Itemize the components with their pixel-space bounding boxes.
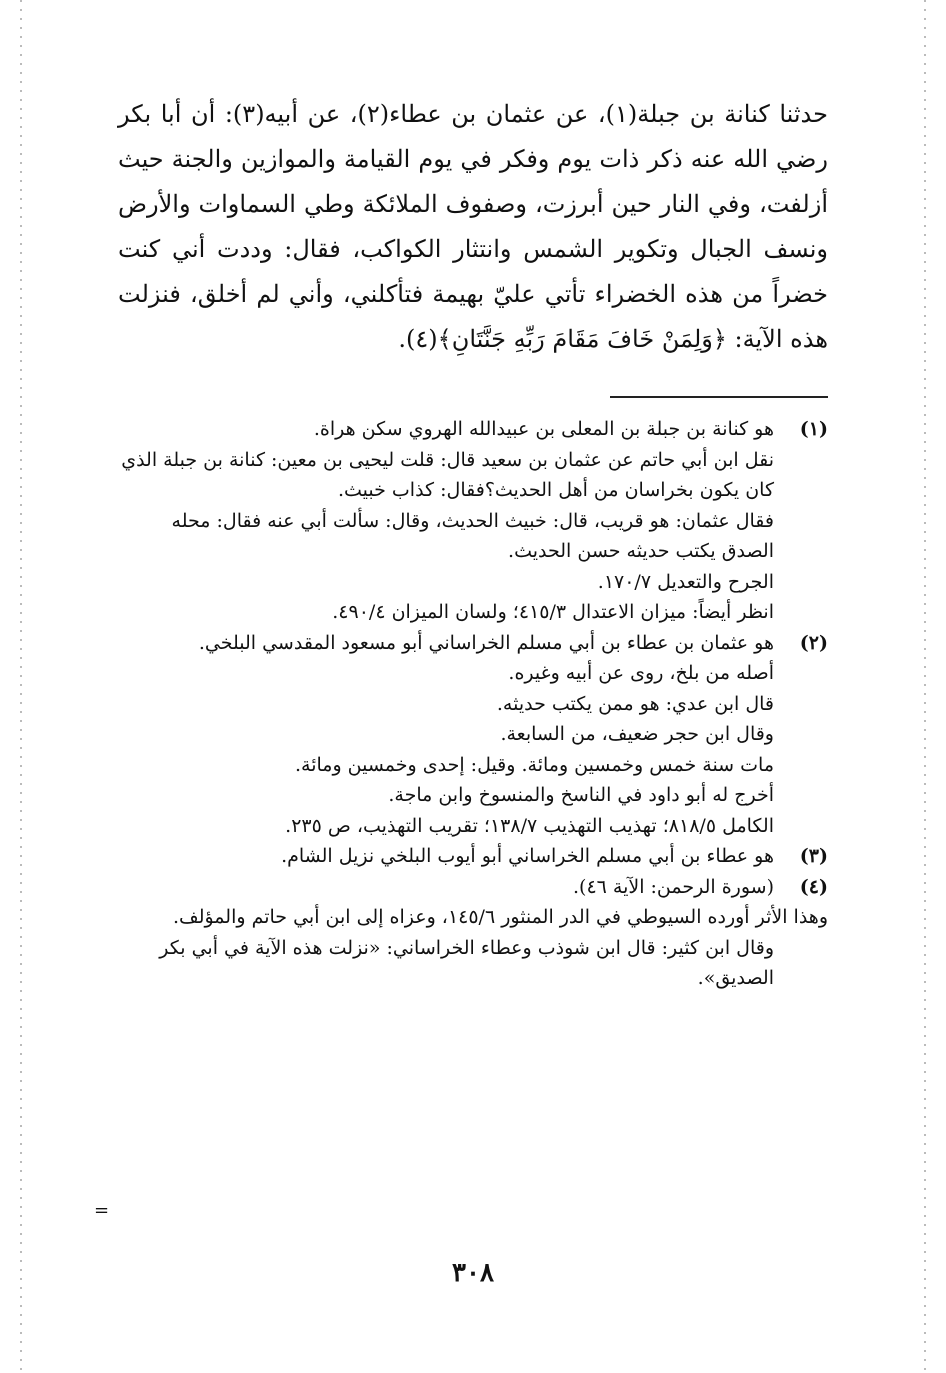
footnote-line: نقل ابن أبي حاتم عن عثمان بن سعيد قال: قلت ليحيى بن معين: كنانة بن جبلة الذي كان يكون بخراسان من أهل الحديث؟فقال: كذاب خبيث. [121, 448, 774, 501]
page-content [118, 92, 828, 994]
footnotes [118, 414, 828, 994]
right-scan-edge [924, 0, 926, 1373]
left-scan-edge [20, 0, 22, 1373]
footnote-number: (٤) [799, 875, 828, 898]
continuation-mark: = [94, 1200, 110, 1221]
footnote-2 [118, 628, 828, 842]
footnote-line: وقال ابن كثير: قال ابن شوذب وعطاء الخراساني: «نزلت هذه الآية في أبي بكر الصديق». [159, 936, 774, 989]
footnote-line: هو عطاء بن أبي مسلم الخراساني أبو أيوب البلخي نزيل الشام. [281, 845, 774, 867]
footnote-line: الكامل ٨١٨/٥؛ تهذيب التهذيب ١٣٨/٧؛ تقريب التهذيب، ص ٢٣٥. [285, 814, 774, 837]
footnote-line: وقال ابن حجر ضعيف، من السابعة. [500, 723, 774, 745]
footnote-1 [118, 414, 828, 628]
footnote-line: هو كنانة بن جبلة بن المعلى بن عبيدالله الهروي سكن هراة. [313, 418, 774, 440]
footnote-line: أصله من بلخ، روى عن أبيه وغيره. [508, 662, 774, 684]
main-paragraph: حدثنا كنانة بن جبلة(١)، عن عثمان بن عطاء(٢)، عن أبيه(٣): أن أبا بكر رضي الله عنه ذكر ذات يوم وفكر في يوم القيامة والموازين والجنة حيث أزلفت، وفي النار حين أبرزت، وصفوف الملائكة وطي السماوات والأرض ونسف الجبال وتكوير الشمس وانتثار الكواكب، فقال: وددت أني كنت خضراً من هذه الخضراء تأتي عليّ بهيمة فتأكلني، وأني لم أخلق، فنزلت هذه الآية: ﴿وَلِمَنْ خَافَ مَقَامَ رَبِّهِ جَنَّتَانِ﴾(٤). [118, 100, 828, 353]
footnote-line: انظر أيضاً: ميزان الاعتدال ٤١٥/٣؛ ولسان الميزان ٤٩٠/٤. [332, 601, 774, 623]
footnote-line: وهذا الأثر أورده السيوطي في الدر المنثور ١٤٥/٦، وعزاه إلى ابن أبي حاتم والمؤلف. [172, 906, 828, 928]
footnote-4 [118, 872, 828, 994]
footnote-line: هو عثمان بن عطاء بن أبي مسلم الخراساني أبو مسعود المقدسي البلخي. [198, 631, 774, 654]
footnote-divider [610, 396, 828, 398]
footnote-number: (٣) [799, 845, 828, 867]
footnote-line: مات سنة خمس وخمسين ومائة. وقيل: إحدى وخمسين ومائة. [294, 753, 774, 776]
footnote-line: قال ابن عدي: هو ممن يكتب حديثه. [496, 692, 774, 715]
footnote-line: (سورة الرحمن: الآية ٤٦). [572, 875, 774, 898]
page-number: ٣٠٨ [452, 1258, 494, 1288]
footnote-number: (١) [799, 418, 828, 440]
footnote-line: أخرج له أبو داود في الناسخ والمنسوخ وابن ماجة. [388, 784, 774, 806]
footnote-number: (٢) [799, 631, 828, 654]
footnote-line: الجرح والتعديل ١٧٠/٧. [597, 570, 774, 593]
footnote-3 [118, 841, 828, 872]
footnote-line: فقال عثمان: هو قريب، قال: خبيث الحديث، وقال: سألت أبي عنه فقال: محله الصدق يكتب حديثه حسن الحديث. [171, 509, 774, 562]
